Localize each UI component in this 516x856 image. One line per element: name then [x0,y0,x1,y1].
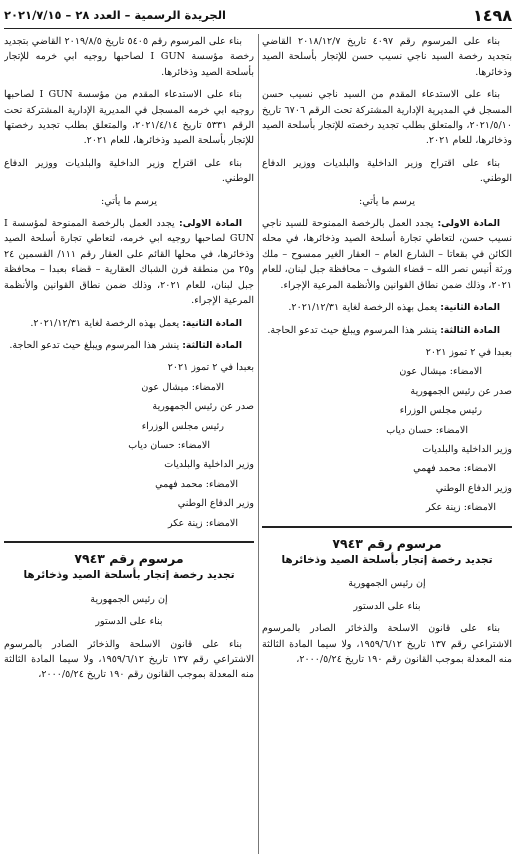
preamble-decree-ref: بناء على المرسوم رقم ٥٤٠٥ تاريخ ٢٠١٩/٨/٥ القاضي بتجديد رخصة مؤسسة I GUN لصاحبها روجيه ابي خرمه للإتجار بأسلحة الصيد وذخائرها. [4,36,254,78]
column-divider [258,34,259,854]
article-3-text: ينشر هذا المرسوم ويبلغ حيث تدعو الحاجة. [9,339,183,351]
decree-title: مرسوم رقم ٧٩٤٣ [74,550,184,566]
article-1 [262,216,512,293]
article-2-label: المادة الثانية: [440,302,500,314]
interior-minister-signature: الامضاء: محمد فهمي [155,478,238,490]
weapons-law-ref: بناء على قانون الاسلحة والذخائر الصادر بالمرسوم الاشتراعي رقم ١٣٧ تاريخ ١٩٥٩/٦/١٢، ولا سيما المادة الثالثة منه المعدلة بموجب القانون رقم ١٩٠ تاريخ ٢٠٠٠/٥/٢٤، [4,638,254,681]
president-intro: إن رئيس الجمهورية [348,578,426,590]
page-number: ١٤٩٨ [472,5,512,25]
article-1-label: المادة الاولى: [437,218,500,230]
section-separator [262,526,512,528]
decree-title: مرسوم رقم ٧٩٤٣ [332,535,442,551]
page-header [4,2,512,29]
interior-minister-title: وزير الداخلية والبلديات [164,459,254,471]
weapons-law-ref: بناء على قانون الاسلحة والذخائر الصادر بالمرسوم الاشتراعي رقم ١٣٧ تاريخ ١٩٥٩/٦/١٢، ولا سيما المادة الثالثة منه المعدلة بموجب القانون رقم ١٩٠ تاريخ ٢٠٠٠/٥/٢٤، [262,623,512,665]
defense-minister-title: وزير الدفاع الوطني [435,482,512,494]
interior-minister-title: وزير الداخلية والبلديات [422,443,512,455]
prime-minister-title: رئيس مجلس الوزراء [141,420,224,432]
president-signature: الامضاء: ميشال عون [399,366,482,378]
prime-minister-signature: الامضاء: حسان دياب [128,439,210,451]
article-1-text: يجدد العمل بالرخصة الممنوحة لمؤسسة I GUN لصاحبها روجيه ابي خرمه، لتعاطي تجارة أسلحة الصيد وذخائرها، في محلها القائم على العقار رقم ١١١/ القسمين ٢٤ و٢٥ من منطقة فرن الشباك العقارية – قضاء بعبدا – محافظة جبل لبنان، للعام ٢٠٢١، وذلك ضمن نطاق القوانين والأنظمة المرعية الإجراء. [4,218,254,307]
article-2-label: المادة الثانية: [182,317,242,329]
defense-minister-signature: الامضاء: زينة عكر [167,517,238,529]
article-2 [4,316,254,331]
decrees-heading: يرسم ما يأتي: [358,195,416,207]
right-column [262,34,512,854]
president-intro: إن رئيس الجمهورية [90,593,168,605]
article-3-text: ينشر هذا المرسوم ويبلغ حيث تدعو الحاجة. [267,324,441,336]
preamble-application: بناء على الاستدعاء المقدم من مؤسسة I GUN لصاحبها روجيه ابي خرمه المسجل في المديرية الإدارية المشتركة تحت الرقم ٥٣٣١ تاريخ ٢٠٢١/٤/١٤، والمتعلق بطلب تجديد رخصتها للإتجار بأسلحة الصيد وذخائرها، للعام ٢٠٢١. [4,89,254,147]
article-3 [4,338,254,353]
constitution-ref: بناء على الدستور [95,616,163,628]
decrees-heading: يرسم ما يأتي: [100,195,158,207]
article-2-text: يعمل بهذه الرخصة لغاية ٢٠٢١/١٢/٣١. [288,302,441,314]
preamble-proposal: بناء على اقتراح وزير الداخلية والبلديات ووزير الدفاع الوطني. [262,157,512,185]
prime-minister-title: رئيس مجلس الوزراء [399,405,482,417]
article-1-label: المادة الاولى: [179,218,242,230]
gazette-issue-title: الجريدة الرسمية – العدد ٢٨ – ٢٠٢١/٧/١٥ [4,8,226,22]
article-2-text: يعمل بهذه الرخصة لغاية ٢٠٢١/١٢/٣١. [30,317,183,329]
constitution-ref: بناء على الدستور [353,600,421,612]
decree-subtitle: تجديد رخصة إتجار بأسلحة الصيد وذخائرها [23,569,235,582]
decree-subtitle: تجديد رخصة إتجار بأسلحة الصيد وذخائرها [281,553,493,566]
interior-minister-signature: الامضاء: محمد فهمي [413,463,496,475]
article-3-label: المادة الثالثة: [182,339,242,351]
article-3-label: المادة الثالثة: [440,324,500,336]
signing-date: بعبدا في ٢ تموز ٢٠٢١ [167,362,254,374]
defense-minister-title: وزير الدفاع الوطني [177,498,254,510]
preamble-decree-ref: بناء على المرسوم رقم ٤٠٩٧ تاريخ ٢٠١٨/١٢/٧ القاضي بتجديد رخصة السيد ناجي نسيب حسن للإتجار بأسلحة الصيد وذخائرها. [262,36,512,78]
preamble-proposal: بناء على اقتراح وزير الداخلية والبلديات ووزير الدفاع الوطني. [4,157,254,185]
defense-minister-signature: الامضاء: زينة عكر [425,502,496,514]
signing-date: بعبدا في ٢ تموز ٢٠٢١ [425,346,512,358]
president-signature: الامضاء: ميشال عون [141,381,224,393]
section-separator [4,541,254,543]
prime-minister-signature: الامضاء: حسان دياب [386,424,468,436]
left-column [4,34,254,854]
article-1 [4,216,254,308]
article-2 [262,300,512,315]
issued-by: صدر عن رئيس الجمهورية [410,385,512,397]
preamble-application: بناء على الاستدعاء المقدم من السيد ناجي نسيب حسن المسجل في المديرية الإدارية المشتركة تحت الرقم ٦٧٠٦ تاريخ ٢٠٢١/٥/١٠، والمتعلق بطلب تجديد رخصته للإتجار بأسلحة الصيد وذخائرها، للعام ٢٠٢١. [262,89,512,147]
article-1-text: يجدد العمل بالرخصة الممنوحة للسيد ناجي نسيب حسن، لتعاطي تجارة أسلحة الصيد وذخائرها، في محله الكائن في بقعاتا – الشارع العام – العقار الغير ممسوح – ملك ورثة أنيس نصر الله – قضاء الشوف – محافظة جبل لبنان، للعام ٢٠٢١، وذلك ضمن نطاق القوانين والأنظمة المرعية الإجراء. [262,218,512,291]
issued-by: صدر عن رئيس الجمهورية [152,401,254,413]
article-3 [262,323,512,338]
